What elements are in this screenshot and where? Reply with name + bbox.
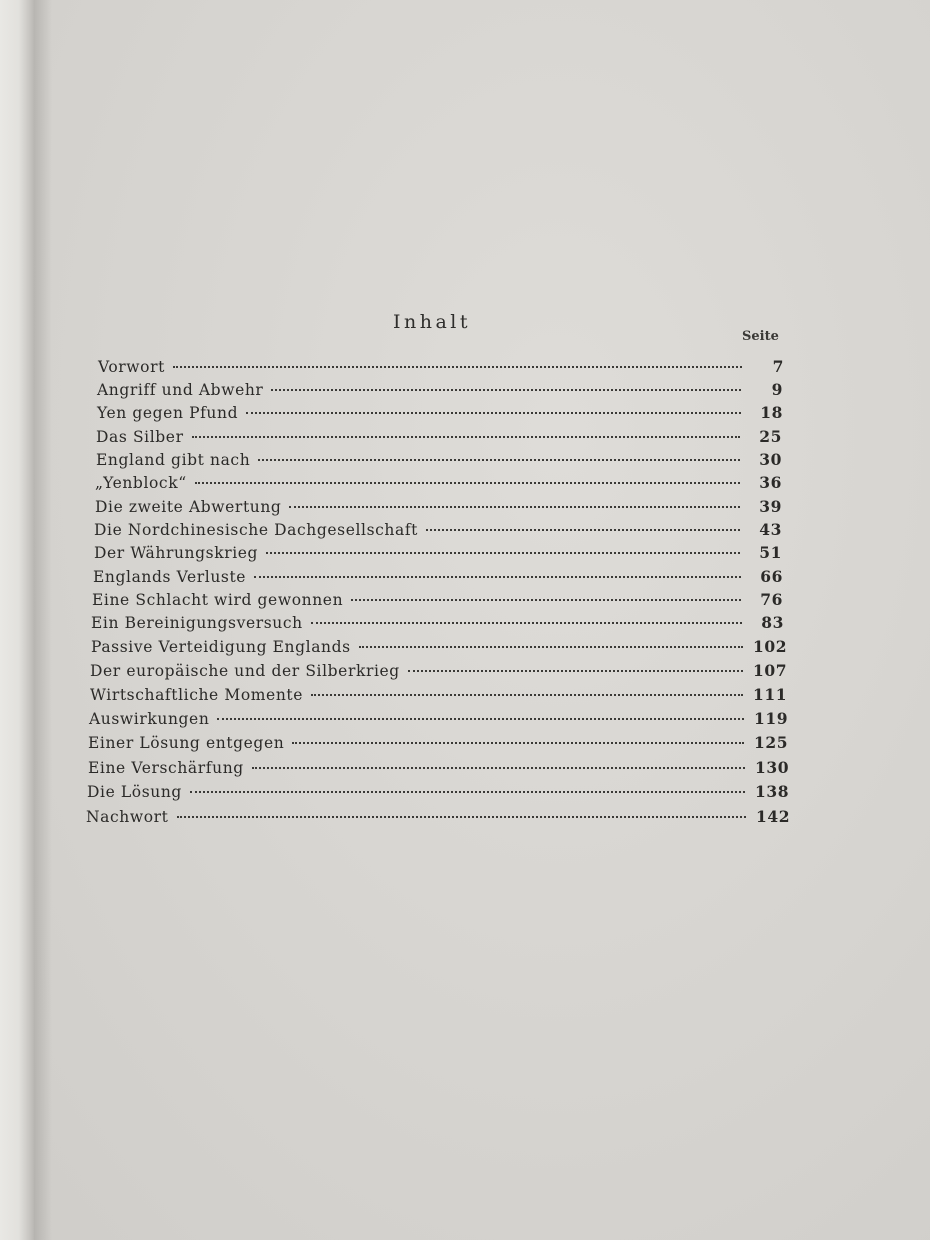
toc-entry	[94, 542, 782, 564]
toc-entry-page: 9	[771, 380, 783, 399]
toc-entry	[86, 806, 791, 828]
toc-entry	[94, 519, 782, 541]
toc-entry-page: 119	[754, 709, 789, 728]
toc-entry-title: Nachwort	[86, 808, 169, 826]
toc-entry-title: Vorwort	[98, 358, 165, 376]
toc-entry-title: Die Nordchinesische Dachgesellschaft	[94, 521, 419, 539]
toc-entry	[95, 496, 782, 518]
toc-entry-title: Die Lösung	[87, 783, 182, 801]
dot-leader	[292, 742, 744, 744]
toc-entry-page: 130	[755, 758, 790, 777]
toc-entry-page: 66	[760, 567, 783, 586]
toc-entry-title: Eine Verschärfung	[88, 759, 244, 777]
toc-entry-page: 39	[759, 497, 782, 516]
toc-entry-title: Yen gegen Pfund	[97, 404, 239, 422]
toc-entry-title: Auswirkungen	[89, 710, 210, 728]
dot-leader	[271, 389, 741, 391]
toc-entry-page: 30	[759, 450, 782, 469]
dot-leader	[351, 599, 741, 601]
toc-entry	[93, 566, 783, 588]
dot-leader	[195, 482, 740, 484]
toc-entry	[90, 660, 788, 682]
toc-entry	[96, 426, 782, 448]
dot-leader	[254, 576, 741, 578]
dot-leader	[408, 670, 743, 672]
dot-leader	[246, 412, 741, 414]
toc-entry-page: 25	[759, 427, 782, 446]
toc-entry	[95, 472, 782, 494]
toc-entry	[97, 402, 783, 424]
dot-leader	[266, 552, 740, 554]
toc-entry-page: 76	[760, 590, 783, 609]
toc-entry-title: Angriff und Abwehr	[97, 381, 264, 399]
toc-entry	[90, 684, 788, 706]
toc-entry	[87, 781, 790, 803]
toc-entry-page: 43	[759, 520, 782, 539]
dot-leader	[426, 529, 740, 531]
dot-leader	[173, 366, 742, 368]
toc-title: Inhalt	[393, 311, 472, 333]
toc-entry-page: 125	[754, 733, 789, 752]
toc-entry	[88, 732, 789, 754]
page-column-label: Seite	[742, 329, 779, 344]
toc-entry-page: 36	[759, 473, 782, 492]
toc-entry-title: England gibt nach	[96, 451, 251, 469]
toc-entry	[92, 589, 783, 611]
toc-entry-page: 18	[760, 403, 783, 422]
dot-leader	[252, 767, 745, 769]
toc-entry-title: Passive Verteidigung Englands	[91, 638, 351, 656]
toc-entry-title: Englands Verluste	[93, 568, 247, 586]
toc-entry-title: „Yenblock“	[95, 474, 187, 492]
dot-leader	[192, 436, 740, 438]
toc-entry-page: 7	[772, 357, 784, 376]
toc-entry-page: 111	[753, 685, 788, 704]
dot-leader	[190, 791, 745, 793]
dot-leader	[177, 816, 746, 818]
toc-entry	[89, 708, 789, 730]
toc-entry	[97, 379, 783, 401]
toc-entry-page: 102	[753, 637, 788, 656]
dot-leader	[289, 506, 740, 508]
toc-entry	[91, 636, 788, 658]
toc-entry-page: 107	[753, 661, 788, 680]
toc-entry-title: Das Silber	[96, 428, 184, 446]
toc-entry-title: Der Währungskrieg	[94, 544, 259, 562]
dot-leader	[217, 718, 744, 720]
toc-entry-title: Der europäische und der Silberkrieg	[90, 662, 400, 680]
toc-entry	[91, 612, 784, 634]
toc-entry-title: Einer Lösung entgegen	[88, 734, 285, 752]
dot-leader	[311, 694, 743, 696]
toc-entry-page: 138	[755, 782, 790, 801]
dot-leader	[311, 622, 742, 624]
toc-entry-title: Ein Bereinigungsversuch	[91, 614, 303, 632]
toc-entry-title: Wirtschaftliche Momente	[90, 686, 304, 704]
dot-leader	[359, 646, 743, 648]
dot-leader	[258, 459, 740, 461]
toc-entry	[88, 757, 790, 779]
toc-entry-title: Eine Schlacht wird gewonnen	[92, 591, 344, 609]
toc-entry-page: 51	[759, 543, 782, 562]
toc-entry	[98, 356, 784, 378]
toc-entry-title: Die zweite Abwertung	[95, 498, 282, 516]
toc-entry-page: 142	[756, 807, 791, 826]
toc-entry-page: 83	[761, 613, 784, 632]
toc-entry	[96, 449, 782, 471]
